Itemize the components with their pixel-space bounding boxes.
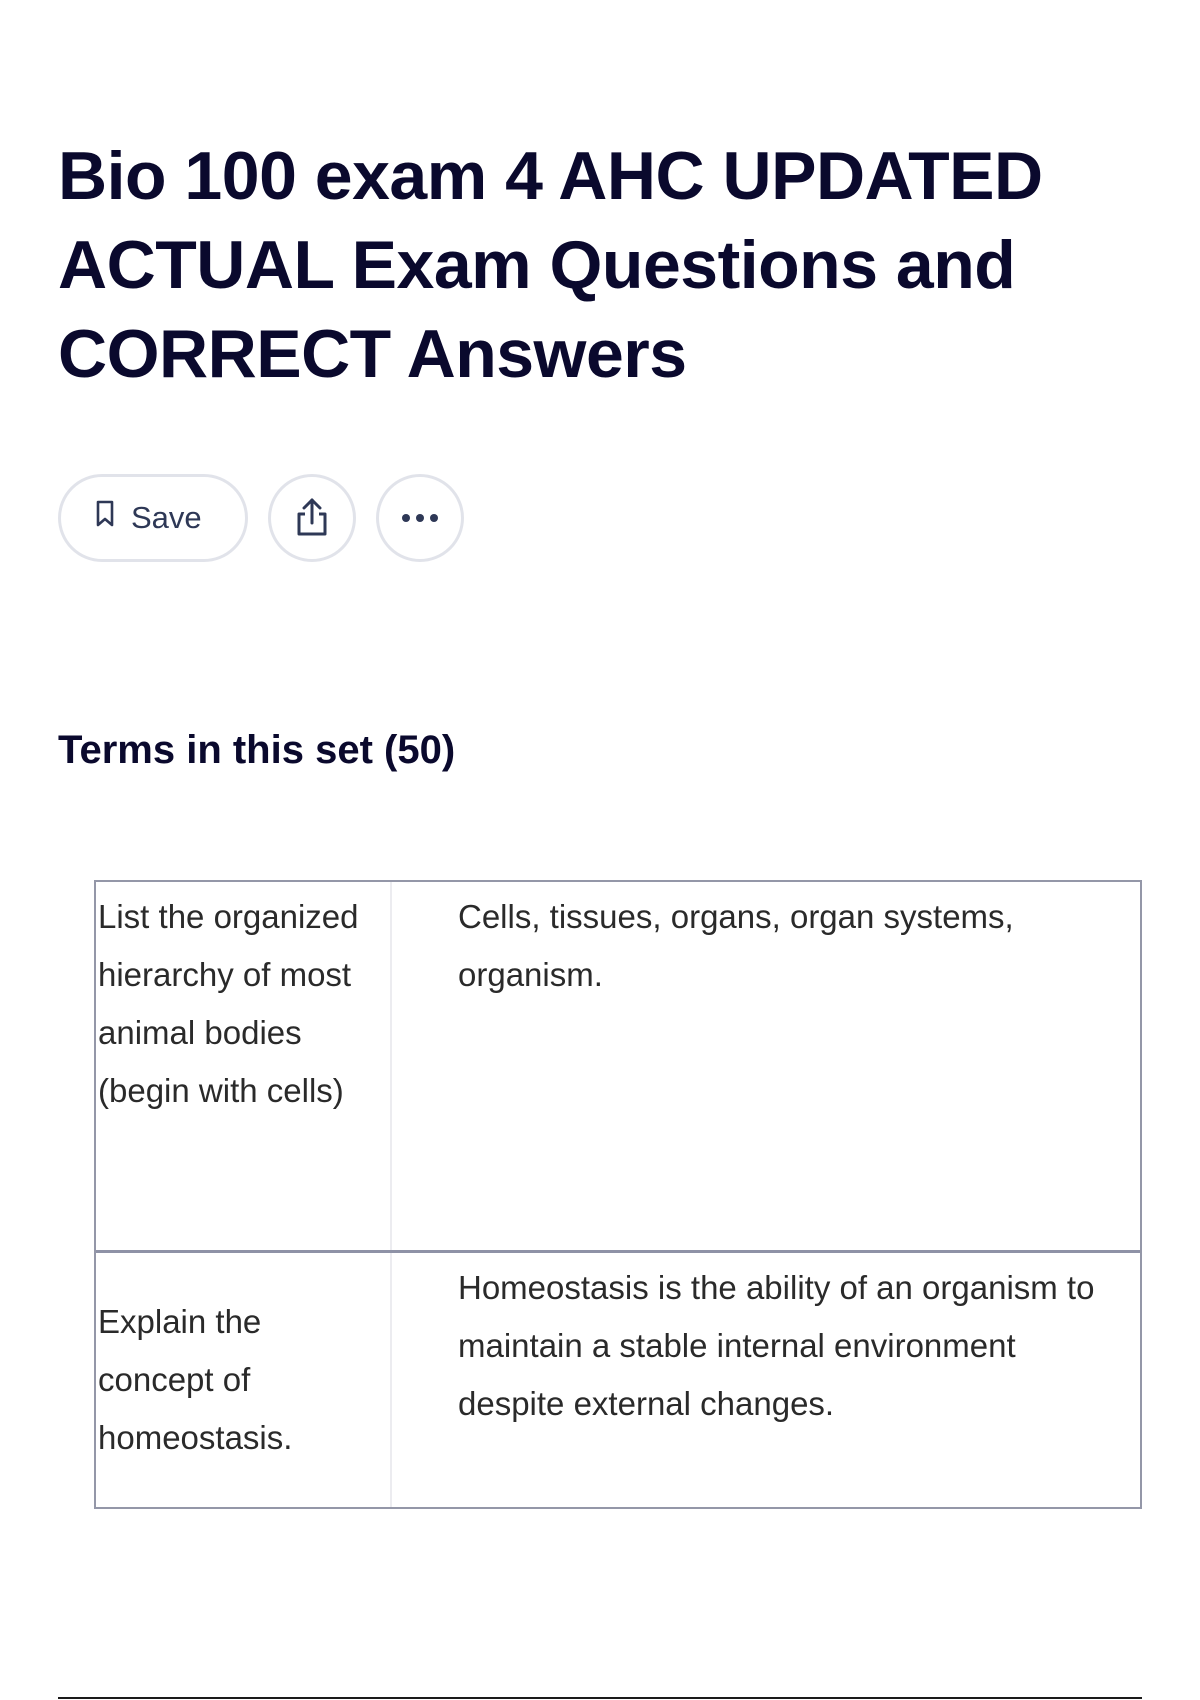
more-icon (400, 511, 440, 526)
share-button[interactable] (268, 474, 356, 562)
bookmark-icon (95, 500, 115, 536)
table-row (96, 1253, 1140, 1507)
term-cell: List the organized hierarchy of most animal bodies (begin with cells) (96, 882, 392, 1250)
definition-cell: Homeostasis is the ability of an organism to maintain a stable internal environment despite external changes. (458, 1269, 1095, 1422)
terms-heading: Terms in this set (50) (58, 728, 456, 772)
more-options-button[interactable] (376, 474, 464, 562)
definition-cell: Cells, tissues, organs, organ systems, organism. (458, 898, 1014, 993)
term-cell: Explain the concept of homeostasis. (96, 1253, 392, 1507)
divider (58, 1697, 1142, 1699)
terms-table (94, 880, 1142, 1509)
set-title: Bio 100 exam 4 AHC UPDATED ACTUAL Exam Questions and CORRECT Answers (58, 138, 1043, 392)
share-icon (294, 497, 330, 540)
action-bar (58, 474, 464, 562)
table-row (96, 882, 1140, 1253)
save-button[interactable] (58, 474, 248, 562)
save-label: Save (131, 500, 202, 535)
